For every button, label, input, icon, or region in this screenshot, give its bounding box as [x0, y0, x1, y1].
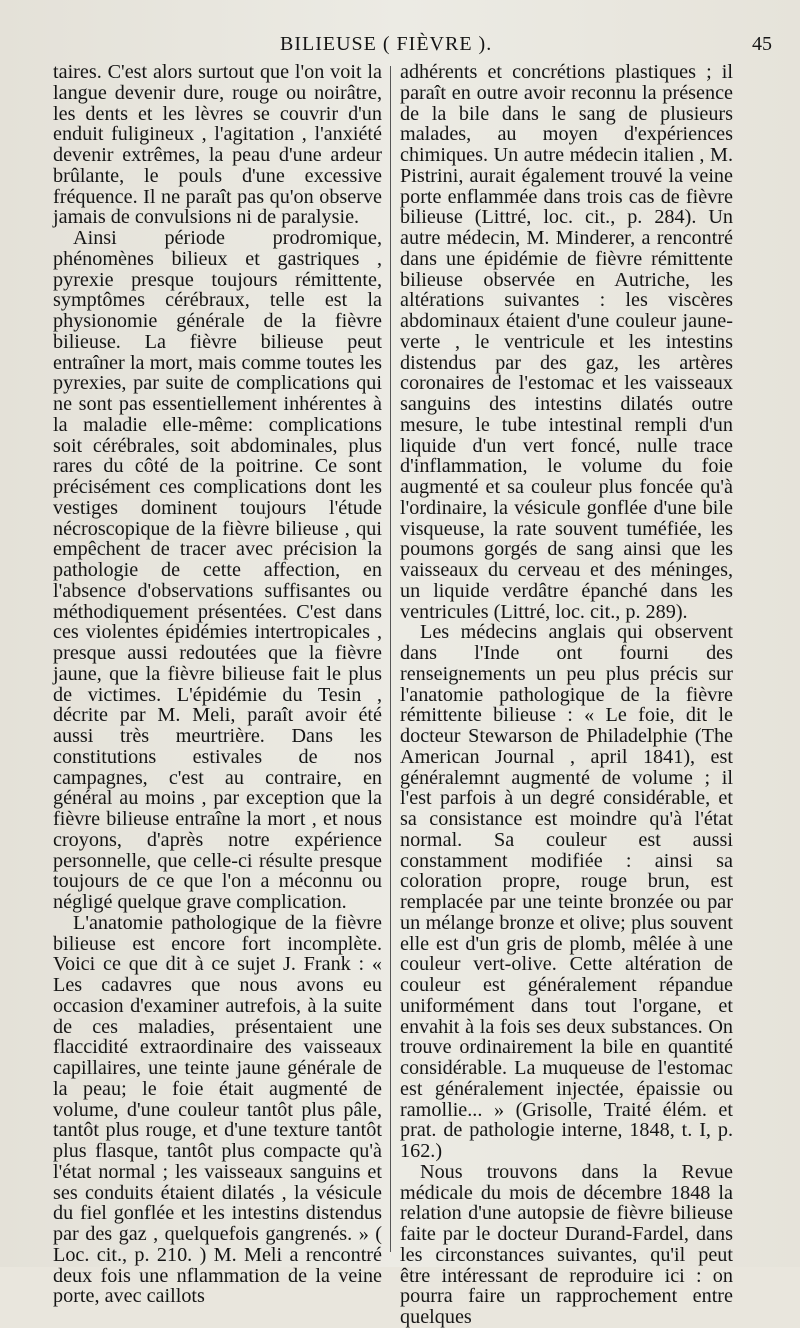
right-column	[400, 62, 733, 1328]
page-header	[0, 33, 800, 63]
left-paragraph-3: L'anatomie pathologique de la fièvre bilieuse est encore fort incomplète. Voici ce que dit à ce sujet J. Frank : « Les cadavres que nous avons eu occasion d'examiner autrefois, à la suite de ces maladies, présentaient une flaccidité extraordinaire des vaisseaux capillaires, une teinte jaune générale de la peau; le foie était augmenté de volume, d'une couleur tantôt plus pâle, tantôt plus rouge, et d'une texture tantôt plus flasque, tantôt plus compacte qu'à l'état normal ; les vaisseaux sanguins et ses conduits étaient dilatés , la vésicule du fiel gonflée et les intestins distendus par des gaz , quelquefois gangrenés. » ( Loc. cit., p. 210. ) M. Meli a rencontré deux fois une nflammation de la veine porte, avec caillots	[53, 911, 382, 1308]
left-paragraph-1: taires. C'est alors surtout que l'on voit la langue devenir dure, rouge ou noirâtre, les dents et les lèvres se couvrir d'un enduit fuligineux , l'agitation , l'anxiété devenir extrêmes, la peau d'une ardeur brûlante, le pouls d'une excessive fréquence. Il ne paraît pas qu'on observe jamais de convulsions ni de paralysie.	[53, 61, 382, 229]
left-column	[53, 62, 382, 1307]
running-title: BILIEUSE ( FIÈVRE ).	[280, 33, 493, 55]
right-paragraph-2: Les médecins anglais qui observent dans l'Inde ont fourni des renseignements un peu plus précis sur l'anatomie pathologique de la fièvre rémittente bilieuse : « Le foie, dit le docteur Stewarson de Philadelphie (The American Journal , april 1841), est généralemnt augmenté de volume ; il l'est parfois à un degré considérable, et sa consistance est moindre qu'à l'état normal. Sa couleur est aussi constamment modifiée : ainsi sa coloration propre, rouge brun, est remplacée par une teinte bronzée ou par un mélange bronze et olive; plus souvent elle est d'un gris de plomb, mêlée à une couleur vert-olive. Cette altération de couleur est généralement répandue uniformément dans tout l'organe, et envahit à la fois ses deux substances. On trouve ordinairement la bile en quantité considérable. La muqueuse de l'estomac est généralement injectée, épaissie ou ramollie... » (Grisolle, Traité élém. et prat. de pathologie interne, 1848, t. I, p. 162.)	[400, 621, 733, 1162]
page-number: 45	[752, 33, 772, 55]
column-divider	[390, 66, 391, 1252]
left-paragraph-2: Ainsi période prodromique, phénomènes bilieux et gastriques , pyrexie presque toujours rémittente, symptômes cérébraux, telle est la physionomie générale de la fièvre bilieuse. La fièvre bilieuse peut entraîner la mort, mais comme toutes les pyrexies, par suite de complications qui ne sont pas essentiellement inhérentes à la maladie elle-même: complications soit cérébrales, soit abdominales, plus rares du côté de la poitrine. Ce sont précisément ces complications dont les vestiges dominent toujours l'étude nécroscopique de la fièvre bilieuse , qui empêchent de tracer avec précision la pathologie de cette affection, en l'absence d'observations suffisantes ou méthodiquement présentées. C'est dans ces violentes épidémies intertropicales , presque aussi redoutées que la fièvre jaune, que la fièvre bilieuse fait le plus de victimes. L'épidémie du Tesin , décrite par M. Meli, paraît avoir été aussi très meurtrière. Dans les constitutions estivales de nos campagnes, c'est au contraire, en général au moins , par exception que la fièvre bilieuse entraîne la mort , et nous croyons, d'après notre expérience personnelle, que celle-ci résulte presque toujours de ce que l'on a méconnu ou négligé quelque grave complication.	[53, 227, 382, 913]
right-paragraph-1: adhérents et concrétions plastiques ; il paraît en outre avoir reconnu la présence de la bile dans le sang de plusieurs malades, au moyen d'expériences chimiques. Un autre médecin italien , M. Pistrini, aurait également trouvé la veine porte enflammée dans trois cas de fièvre bilieuse (Littré, loc. cit., p. 284). Un autre médecin, M. Minderer, a rencontré dans une épidémie de fièvre rémittente bilieuse observée en Autriche, les altérations suivantes : les viscères abdominaux étaient d'une couleur jaune-verte , le ventricule et les intestins distendus par des gaz, les artères coronaires de l'estomac et les vaisseaux sanguins des intestins dilatés outre mesure, le tube intestinal rempli d'un liquide d'un vert foncé, nulle trace d'inflammation, le volume du foie augmenté et sa couleur plus foncée qu'à l'ordinaire, la vésicule gonflée d'une bile visqueuse, la rate souvent tuméfiée, les poumons gorgés de sang ainsi que les vaisseaux du cerveau et des méninges, un liquide verdâtre épanché dans les ventricules (Littré, loc. cit., p. 289).	[400, 61, 733, 623]
right-paragraph-3: Nous trouvons dans la Revue médicale du mois de décembre 1848 la relation d'une autopsie de fièvre bilieuse faite par le docteur Durand-Fardel, dans les circonstances suivantes, qu'il peut être intéressant de reproduire ici : on pourra faire un rapprochement entre quelques	[400, 1160, 733, 1328]
